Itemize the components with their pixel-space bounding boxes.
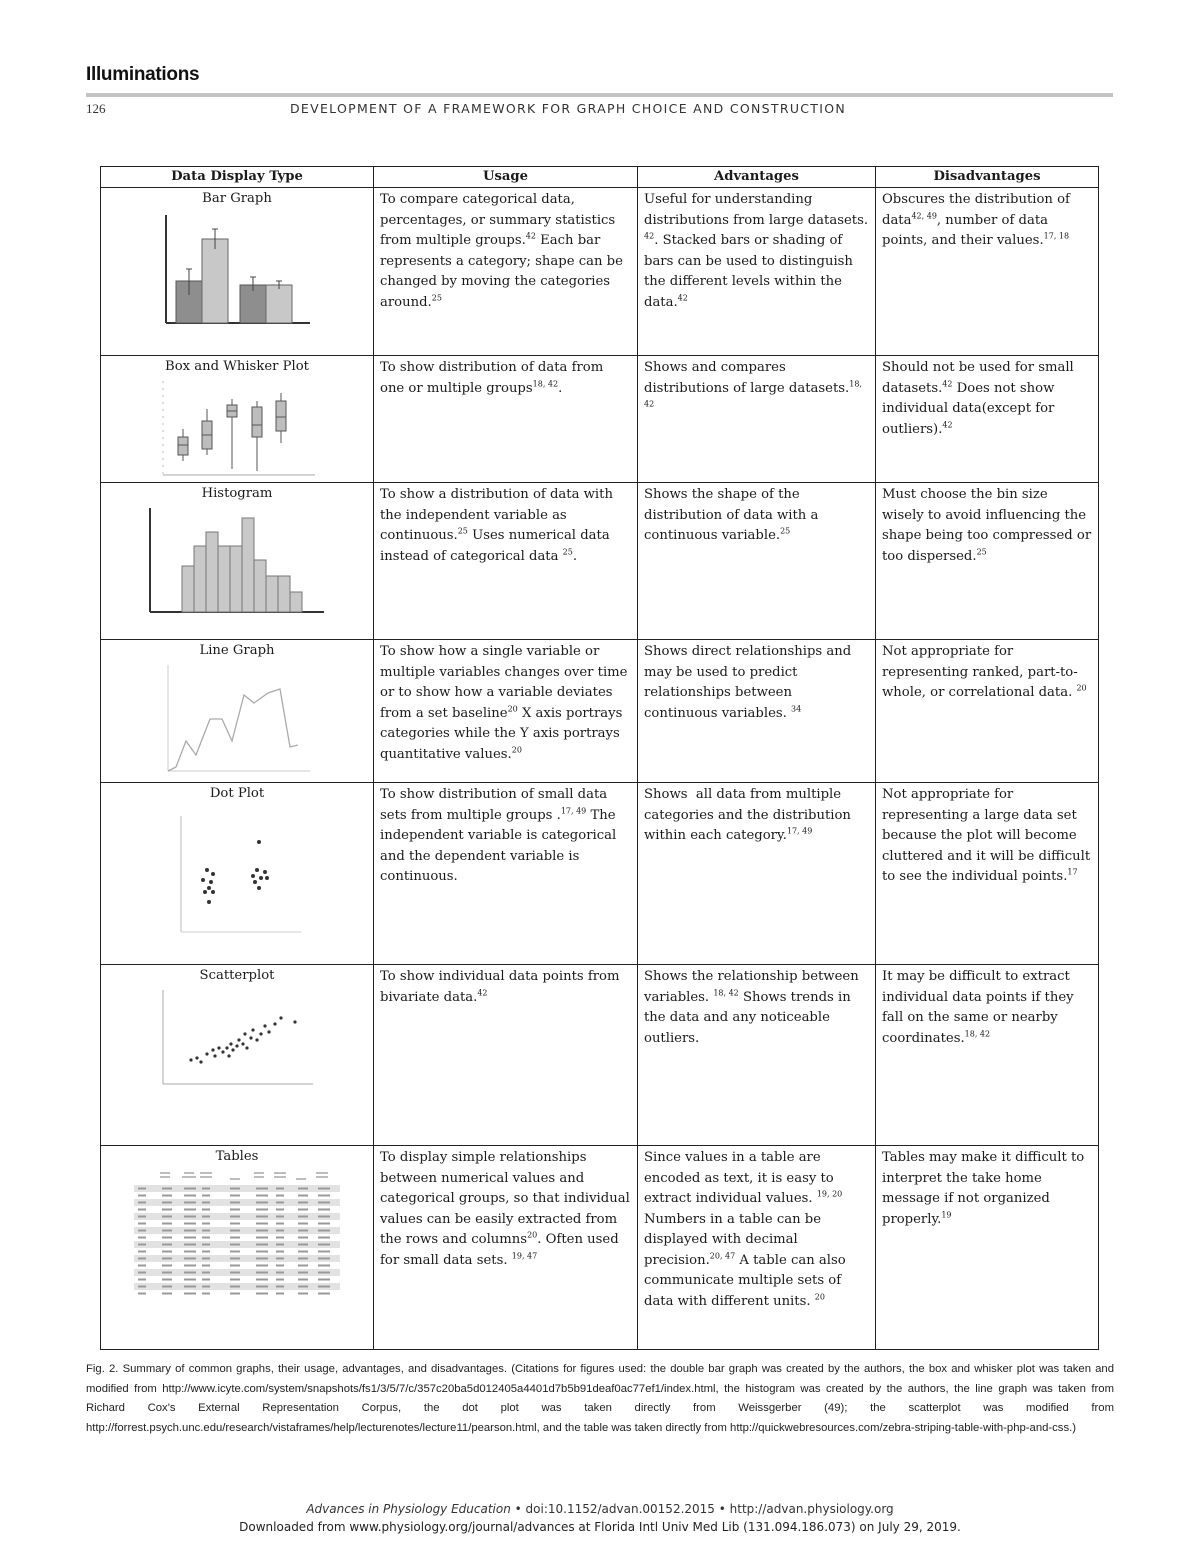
table-row — [101, 483, 1099, 640]
page-number: 126 — [86, 101, 106, 116]
table-row — [101, 188, 1099, 356]
display-type-cell — [101, 483, 374, 640]
display-type-cell — [101, 640, 374, 783]
journal-citation: • doi:10.1152/advan.00152.2015 • http://advan.physiology.org — [510, 1502, 894, 1516]
disadvantages-cell: It may be difficult to extract individual data points if they fall on the same or nearby coordinates.$^{18, 42}$ — [876, 965, 1099, 1146]
display-type-name: Bar Graph — [202, 191, 272, 206]
scatterplot-thumbnail — [157, 988, 317, 1088]
usage-cell: To show distribution of data from one or multiple groups$^{18, 42}$. — [374, 356, 638, 483]
advantages-cell: Shows the shape of the distribution of data with a continuous variable.$^{25}$ — [638, 483, 876, 640]
footer-journal-line — [0, 1502, 1200, 1516]
display-type-name: Tables — [215, 1149, 259, 1164]
display-type-name: Line Graph — [199, 643, 275, 658]
display-type-name: Scatterplot — [199, 968, 275, 983]
usage-cell: To show distribution of small data sets from multiple groups .$^{17, 49}$ The independent variable is categorical and the dependent variable is continuous. — [374, 783, 638, 965]
advantages-cell: Shows direct relationships and may be used to predict relationships between continuous variables. $^{34}$ — [638, 640, 876, 783]
table-row — [101, 1146, 1099, 1350]
disadvantages-cell: Not appropriate for representing ranked, part-to-whole, or correlational data. $^{20}$ — [876, 640, 1099, 783]
advantages-cell: Shows and compares distributions of large datasets.$^{18, 42}$ — [638, 356, 876, 483]
disadvantages-cell: Must choose the bin size wisely to avoid influencing the shape being too compressed or too dispersed.$^{25}$ — [876, 483, 1099, 640]
column-header: Disadvantages — [876, 167, 1099, 188]
column-header: Advantages — [638, 167, 876, 188]
display-type-cell — [101, 783, 374, 965]
table-row — [101, 783, 1099, 965]
column-header: Data Display Type — [101, 167, 374, 188]
bar-graph-thumbnail — [162, 211, 312, 329]
display-type-name: Histogram — [201, 486, 273, 501]
table-thumbnail — [134, 1169, 340, 1297]
header-rule — [86, 93, 1113, 97]
dot-plot-thumbnail — [167, 806, 307, 936]
advantages-cell: Since values in a table are encoded as text, it is easy to extract individual values. $^{19, 20}$ Numbers in a table can be displayed with decimal precision.$^{20, 47}$ A table can also communicate multiple sets of data with different units. $^{20}$ — [638, 1146, 876, 1350]
histogram-thumbnail — [146, 506, 328, 614]
table-row — [101, 965, 1099, 1146]
display-type-cell — [101, 188, 374, 356]
column-header: Usage — [374, 167, 638, 188]
usage-cell: To compare categorical data, percentages, or summary statistics from multiple groups.$^{42}$ Each bar represents a category; shape can be changed by moving the categories around.$^{25}$ — [374, 188, 638, 356]
display-type-name: Box and Whisker Plot — [165, 359, 309, 374]
display-type-name: Dot Plot — [209, 786, 265, 801]
running-title: DEVELOPMENT OF A FRAMEWORK FOR GRAPH CHOICE AND CONSTRUCTION — [290, 101, 847, 116]
table-row — [101, 356, 1099, 483]
usage-cell: To show a distribution of data with the independent variable as continuous.$^{25}$ Uses numerical data instead of categorical data $^{25}$. — [374, 483, 638, 640]
advantages-cell: Shows the relationship between variables. $^{18, 42}$ Shows trends in the data and any noticeable outliers. — [638, 965, 876, 1146]
display-type-cell — [101, 1146, 374, 1350]
section-title: Illuminations — [86, 64, 200, 85]
advantages-cell: Shows all data from multiple categories and the distribution within each category.$^{17, 49}$ — [638, 783, 876, 965]
figure-caption: Fig. 2. Summary of common graphs, their usage, advantages, and disadvantages. (Citations for figures used: the double bar graph was created by the authors, the box and whisker plot was taken and modified from http://www.icyte.com/system/snapshots/fs1/3/5/7/c/357c20ba5d012405a4401d7b5b91deaf0ac77ef1/index.html, the histogram was created by the authors, the line graph was taken from Richard Cox's External Representation Corpus, the dot plot was taken directly from Weissgerber (49); the scatterplot was modified from http://forrest.psych.unc.edu/research/vistaframes/help/lecturenotes/lecture11/pearson.html, and the table was taken directly from http://quickwebresources.com/zebra-striping-table-with-php-and-css.) — [86, 1363, 1114, 1434]
footer-download-line: Downloaded from www.physiology.org/journal/advances at Florida Intl Univ Med Lib (131.094.186.073) on July 29, 2019. — [239, 1520, 961, 1534]
usage-cell: To show individual data points from bivariate data.$^{42}$ — [374, 965, 638, 1146]
table-row — [101, 640, 1099, 783]
display-type-cell — [101, 356, 374, 483]
advantages-cell: Useful for understanding distributions from large datasets. $^{42}$. Stacked bars or shading of bars can be used to distinguish the different levels within the data.$^{42}$ — [638, 188, 876, 356]
usage-cell: To show how a single variable or multiple variables changes over time or to show how a variable deviates from a set baseline$^{20}$ X axis portrays categories while the Y axis portrays quantitative values.$^{20}$ — [374, 640, 638, 783]
usage-cell: To display simple relationships between numerical values and categorical groups, so that individual values can be easily extracted from the rows and columns$^{20}$. Often used for small data sets. $^{19, 47}$ — [374, 1146, 638, 1350]
disadvantages-cell: Tables may make it difficult to interpret the take home message if not organized properly.$^{19}$ — [876, 1146, 1099, 1350]
disadvantages-cell: Should not be used for small datasets.$^{42}$ Does not show individual data(except for outliers).$^{42}$ — [876, 356, 1099, 483]
journal-name: Advances in Physiology Education — [306, 1502, 511, 1516]
display-type-cell — [101, 965, 374, 1146]
table-header-row — [101, 167, 1099, 188]
disadvantages-cell: Not appropriate for representing a large data set because the plot will become cluttered and it will be difficult to see the individual points.$^{17}$ — [876, 783, 1099, 965]
line-graph-thumbnail — [162, 663, 312, 775]
box-plot-thumbnail — [157, 379, 317, 479]
disadvantages-cell: Obscures the distribution of data$^{42, 49}$, number of data points, and their values.$^{17, 18}$ — [876, 188, 1099, 356]
summary-table — [100, 166, 1099, 1350]
